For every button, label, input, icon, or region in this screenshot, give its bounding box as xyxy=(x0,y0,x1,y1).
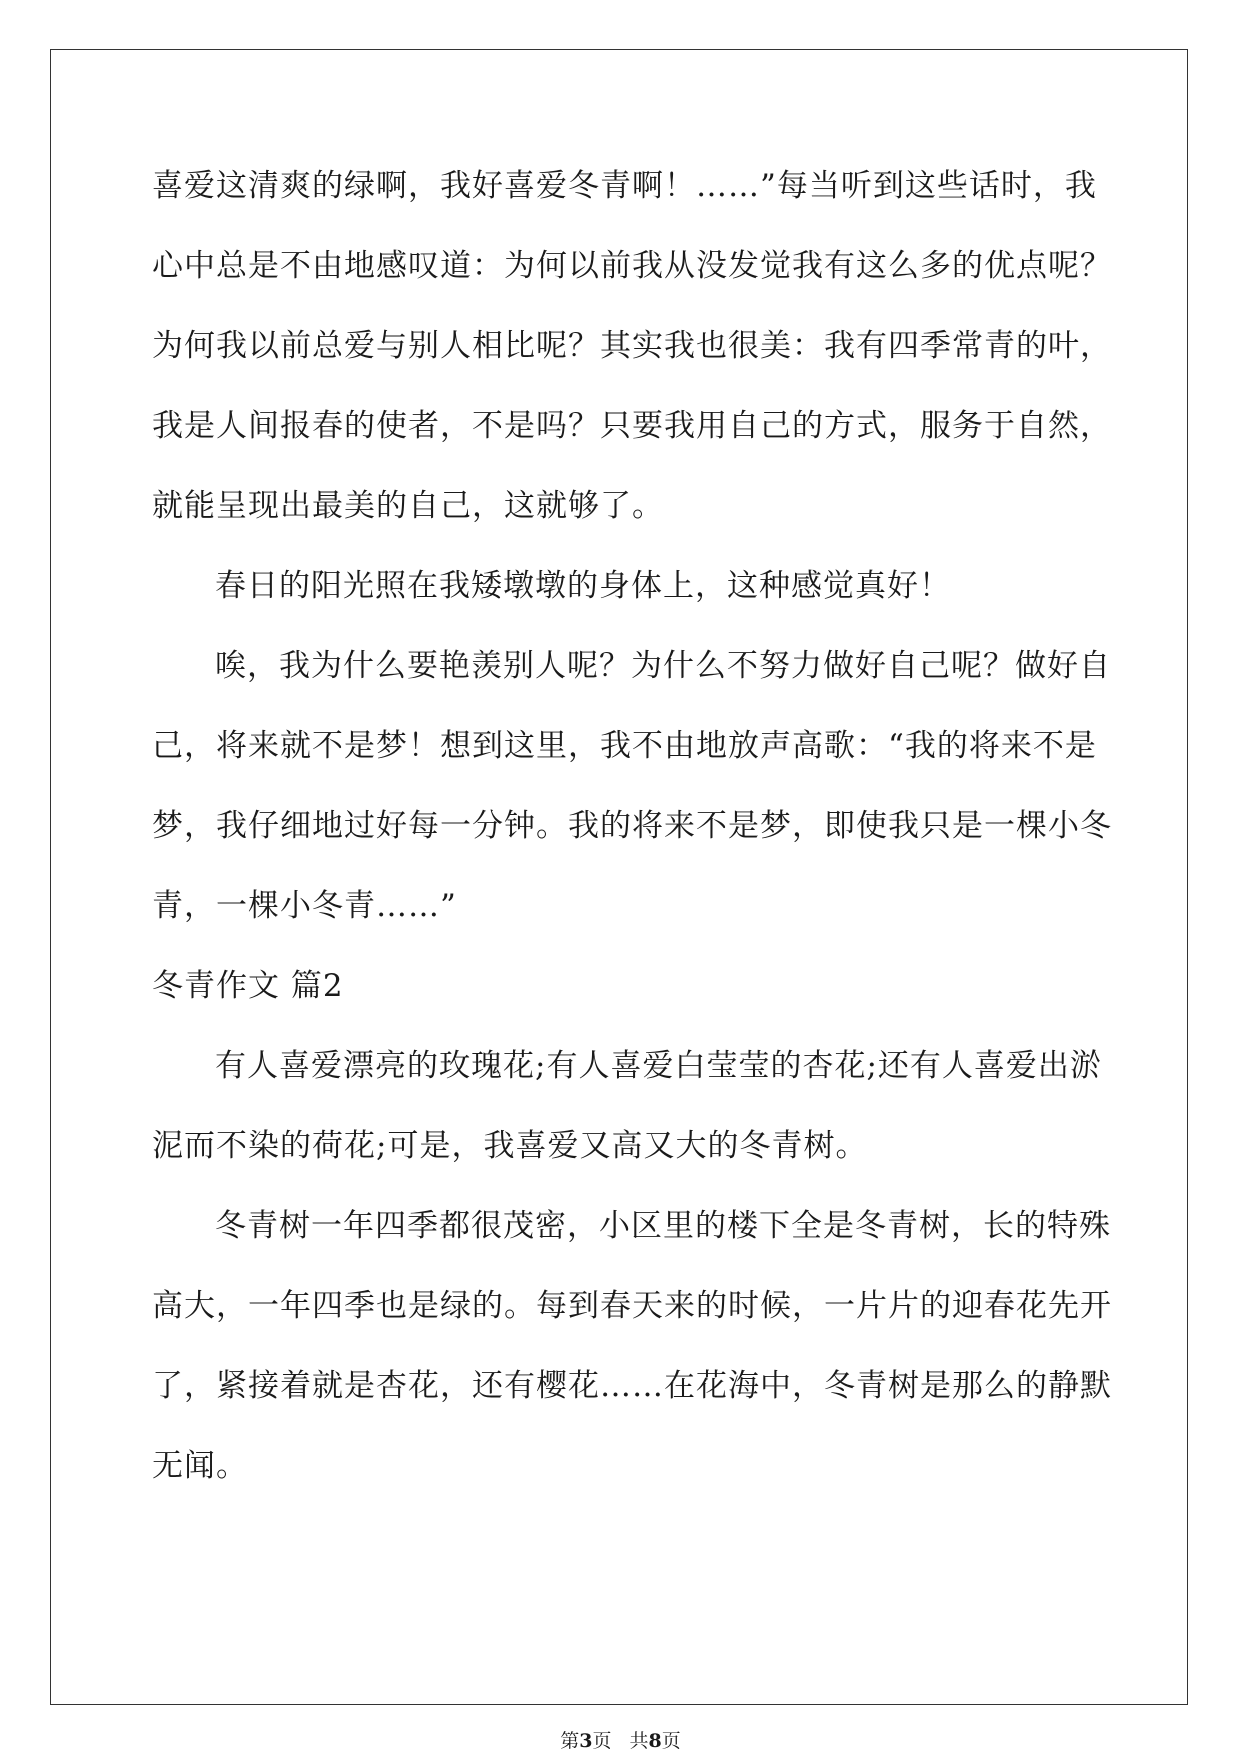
text-line: 心中总是不由地感叹道：为何以前我从没发觉我有这么多的优点呢？ xyxy=(152,248,1112,284)
text-line: 己，将来就不是梦！想到这里，我不由地放声高歌：“我的将来不是 xyxy=(152,728,1097,764)
total-prefix: 共 xyxy=(629,1730,649,1752)
text-line: 有人喜爱漂亮的玫瑰花;有人喜爱白莹莹的杏花;还有人喜爱出淤 xyxy=(215,1048,1102,1084)
page-number: 3 xyxy=(579,1730,593,1752)
text-line: 泥而不染的荷花;可是，我喜爱又高又大的冬青树。 xyxy=(152,1128,868,1164)
text-line: 冬青树一年四季都很茂密，小区里的楼下全是冬青树，长的特殊 xyxy=(215,1208,1111,1244)
text-line: 唉，我为什么要艳羡别人呢？为什么不努力做好自己呢？做好自 xyxy=(215,648,1111,684)
text-line: 为何我以前总爱与别人相比呢？其实我也很美：我有四季常青的叶， xyxy=(152,328,1112,364)
text-line: 就能呈现出最美的自己，这就够了。 xyxy=(152,488,664,524)
page-prefix: 第 xyxy=(560,1730,580,1752)
text-line: 喜爱这清爽的绿啊，我好喜爱冬青啊！……”每当听到这些话时，我 xyxy=(152,168,1097,204)
page-suffix: 页 xyxy=(592,1730,612,1752)
section-heading: 冬青作文 篇2 xyxy=(152,968,344,1004)
total-pages: 8 xyxy=(648,1730,662,1752)
text-line: 高大，一年四季也是绿的。每到春天来的时候，一片片的迎春花先开 xyxy=(152,1288,1112,1324)
text-line: 我是人间报春的使者，不是吗？只要我用自己的方式，服务于自然， xyxy=(152,408,1112,444)
document-body xyxy=(152,160,1112,1520)
total-suffix: 页 xyxy=(661,1730,681,1752)
text-line: 春日的阳光照在我矮墩墩的身体上，这种感觉真好！ xyxy=(215,568,951,604)
page-footer xyxy=(0,1726,1241,1753)
text-line: 青，一棵小冬青……” xyxy=(152,888,457,924)
text-line: 无闻。 xyxy=(152,1448,248,1484)
text-line: 梦，我仔细地过好每一分钟。我的将来不是梦，即使我只是一棵小冬 xyxy=(152,808,1112,844)
text-line: 了，紧接着就是杏花，还有樱花……在花海中，冬青树是那么的静默 xyxy=(152,1368,1112,1404)
